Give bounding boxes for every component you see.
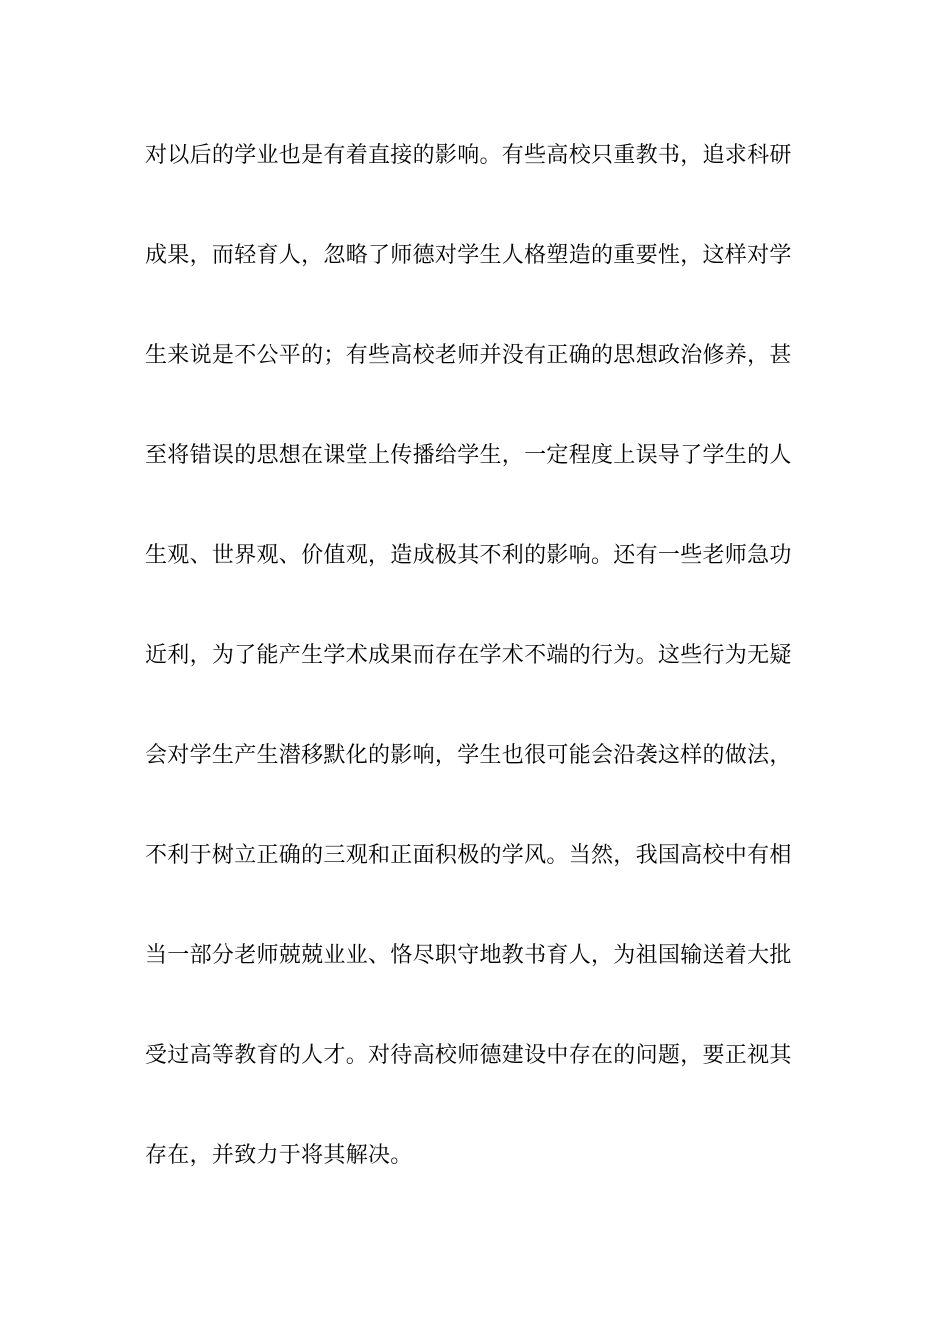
paragraph-line-2: 成果，而轻育人，忽略了师德对学生人格塑造的重要性，这样对学 (145, 243, 792, 268)
paragraph-line-11: 存在，并致力于将其解决。 (145, 1143, 413, 1168)
paragraph-line-9: 当一部分老师兢兢业业、恪尽职守地教书育人，为祖国输送着大批 (145, 943, 792, 968)
paragraph-line-1: 对以后的学业也是有着直接的影响。有些高校只重教书，追求科研 (145, 143, 792, 168)
paragraph-line-4: 至将错误的思想在课堂上传播给学生，一定程度上误导了学生的人 (145, 443, 792, 468)
paragraph-line-8: 不利于树立正确的三观和正面积极的学风。当然，我国高校中有相 (145, 843, 792, 868)
paragraph-line-6: 近利，为了能产生学术成果而存在学术不端的行为。这些行为无疑 (145, 643, 792, 668)
paragraph-line-10: 受过高等教育的人才。对待高校师德建设中存在的问题，要正视其 (145, 1043, 792, 1068)
paragraph-line-7: 会对学生产生潜移默化的影响，学生也很可能会沿袭这样的做法， (145, 743, 792, 768)
body-paragraph (145, 128, 815, 1228)
paragraph-line-5: 生观、世界观、价值观，造成极其不利的影响。还有一些老师急功 (145, 543, 792, 568)
paragraph-line-3: 生来说是不公平的；有些高校老师并没有正确的思想政治修养，甚 (145, 343, 792, 368)
